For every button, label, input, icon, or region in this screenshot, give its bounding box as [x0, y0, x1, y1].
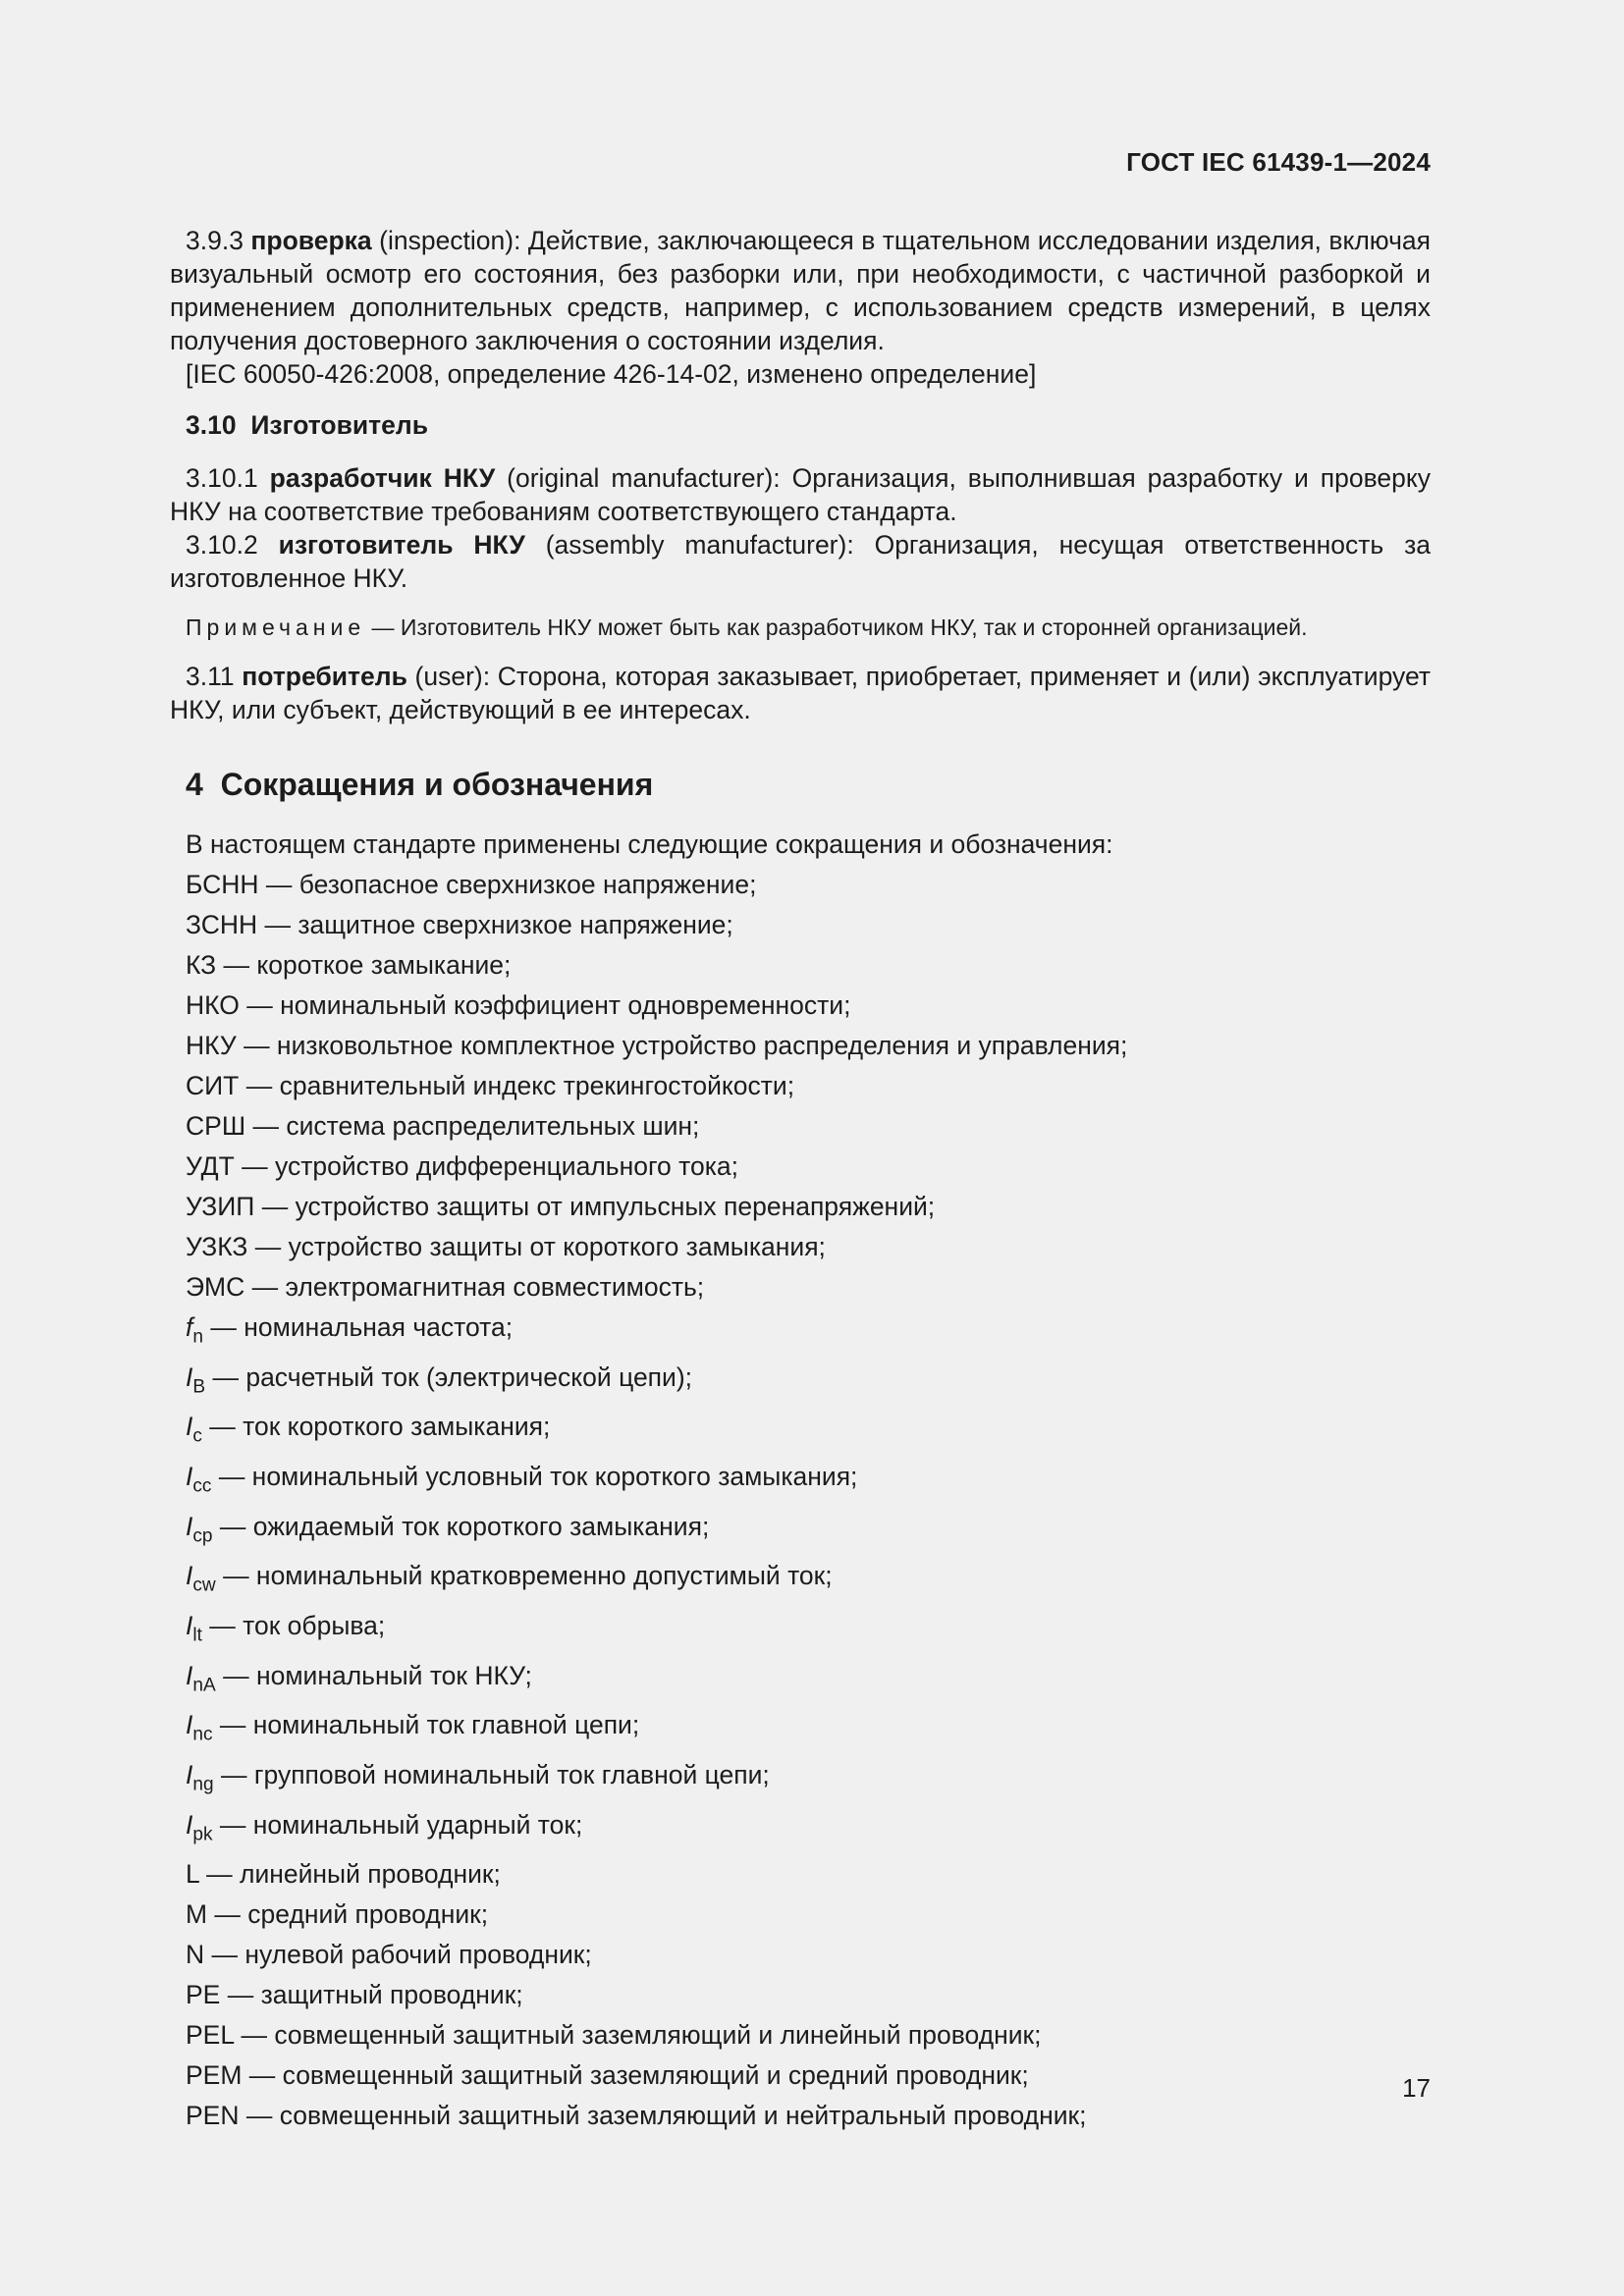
list-item: ЗСНН — защитное сверхнизкое напряжение;: [186, 910, 733, 939]
subsection-3-10-heading: [186, 408, 1431, 442]
clause-number: 3.10.2: [186, 530, 258, 560]
symbol-item: $I_c$ — ток короткого замыкания;: [186, 1412, 551, 1448]
term: проверка: [250, 226, 372, 255]
list-item: N — нулевой рабочий проводник;: [186, 1940, 592, 1970]
term: изготовитель НКУ: [278, 530, 525, 560]
clause-number: 3.10.1: [186, 463, 258, 493]
list-item: БСНН — безопасное сверхнизкое напряжение;: [186, 870, 757, 899]
list-item: НКУ — низковольтное комплектное устройство распределения и управления;: [186, 1031, 1128, 1060]
note-label: Примечание: [186, 614, 366, 640]
list-item: НКО — номинальный коэффициент одновременности;: [186, 990, 851, 1020]
note: [186, 613, 1431, 642]
list-item: M — средний проводник;: [186, 1899, 489, 1930]
symbol-item: $I_{cw}$ — номинальный кратковременно допустимый ток;: [186, 1561, 833, 1597]
symbol-item: $I_B$ — расчетный ток (электрической цепи);: [186, 1362, 693, 1398]
page-content: [170, 224, 1431, 2136]
list-item: СРШ — система распределительных шин;: [186, 1111, 700, 1141]
list-item: УЗКЗ — устройство защиты от короткого замыкания;: [186, 1232, 826, 1261]
definition: (user): Сторона, которая заказывает, приобретает, применяет и (или) эксплуатирует НКУ, или субъект, действующий в ее интересах.: [170, 662, 1431, 724]
symbol-item: $I_{nc}$ — номинальный ток главной цепи;: [186, 1710, 640, 1746]
symbol-item: $I_{cp}$ — ожидаемый ток короткого замыкания;: [186, 1511, 710, 1547]
clause-number: 3.11: [186, 662, 235, 691]
clause-3-11: [170, 660, 1431, 726]
section-number: 4: [186, 767, 203, 802]
list-item: КЗ — короткое замыкание;: [186, 950, 512, 980]
symbol-item: $I_{cc}$ — номинальный условный ток короткого замыкания;: [186, 1462, 858, 1497]
document-code: ГОСТ IEC 61439-1—2024: [1126, 147, 1431, 177]
clause-3-9-3: [170, 224, 1431, 357]
clause-number: 3.9.3: [186, 226, 244, 255]
symbol-item: $I_{nA}$ — номинальный ток НКУ;: [186, 1660, 532, 1696]
subsection-title: Изготовитель: [250, 410, 428, 440]
section-title: Сокращения и обозначения: [220, 767, 654, 802]
symbol-item: $f_n$ — номинальная частота;: [186, 1312, 514, 1348]
definition: (original manufacturer): Организация, выполнившая разработку и проверку НКУ на соответствие требованиям соответствующего стандарта.: [170, 463, 1431, 526]
list-item: УДТ — устройство дифференциального тока;: [186, 1151, 739, 1181]
symbol-item: $I_{pk}$ — номинальный ударный ток;: [186, 1809, 583, 1845]
page-number: 17: [1402, 2073, 1431, 2103]
clause-3-10-1: [170, 461, 1431, 528]
list-item: СИТ — сравнительный индекс трекингостойкости;: [186, 1071, 795, 1100]
source-reference: [IEC 60050-426:2008, определение 426-14-02, изменено определение]: [186, 359, 1037, 389]
list-item: ЭМС — электромагнитная совместимость;: [186, 1272, 705, 1302]
list-intro: В настоящем стандарте применены следующие сокращения и обозначения:: [186, 829, 1113, 859]
abbreviation-list: [170, 825, 1431, 2136]
symbol-item: $I_{lt}$ — ток обрыва;: [186, 1611, 386, 1646]
symbol-item: $I_{ng}$ — групповой номинальный ток главной цепи;: [186, 1760, 770, 1795]
term: потребитель: [242, 662, 407, 691]
clause-3-10-2: [170, 528, 1431, 595]
list-item: PE — защитный проводник;: [186, 1980, 523, 2010]
definition: (inspection): Действие, заключающееся в тщательном исследовании изделия, включая визуальный осмотр его состояния, без разборки или, при необходимости, с частичной разборкой и применением дополнительных средств, например, с использованием средств измерений, в целях получения достоверного заключения о состоянии изделия.: [170, 226, 1431, 355]
note-text: — Изготовитель НКУ может быть как разработчиком НКУ, так и сторонней организацией.: [365, 614, 1308, 640]
term: разработчик НКУ: [269, 463, 496, 493]
list-item: УЗИП — устройство защиты от импульсных перенапряжений;: [186, 1192, 936, 1221]
section-4-heading: [186, 768, 1431, 801]
definition: (assembly manufacturer): Организация, несущая ответственность за изготовленное НКУ.: [170, 530, 1431, 593]
subsection-number: 3.10: [186, 410, 237, 440]
list-item: PEL — совмещенный защитный заземляющий и линейный проводник;: [186, 2020, 1042, 2051]
list-item: L — линейный проводник;: [186, 1859, 501, 1890]
list-item: PEM — совмещенный защитный заземляющий и средний проводник;: [186, 2060, 1029, 2091]
list-item: PEN — совмещенный защитный заземляющий и нейтральный проводник;: [186, 2101, 1087, 2131]
